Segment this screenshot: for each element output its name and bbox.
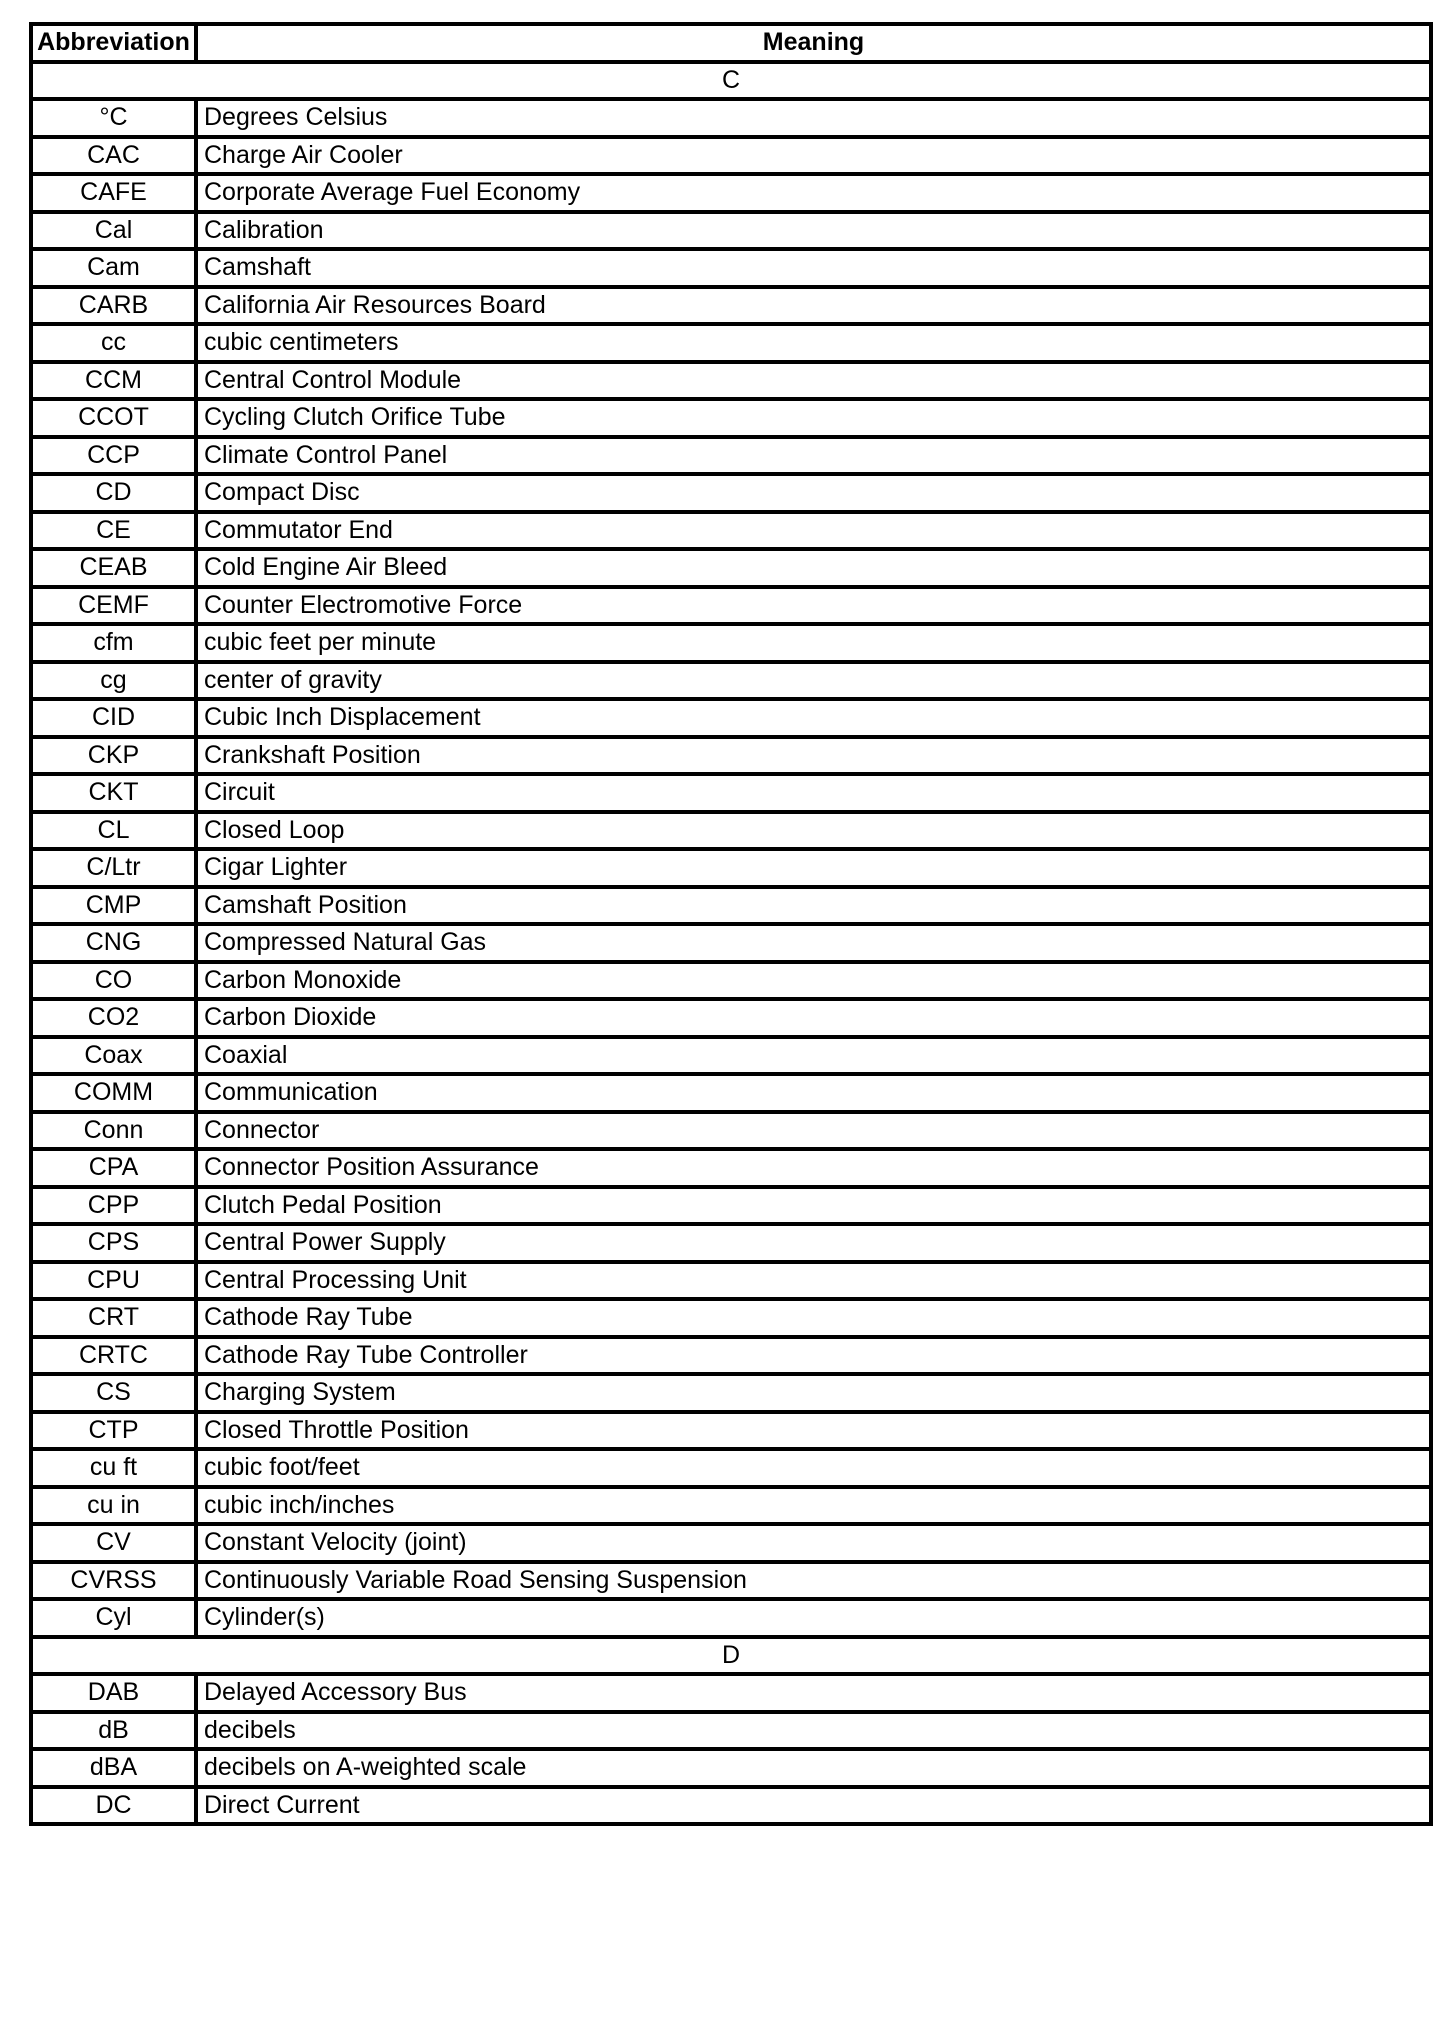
meaning-cell: Charging System xyxy=(196,1374,1431,1412)
meaning-cell: Central Control Module xyxy=(196,362,1431,400)
meaning-cell: Compressed Natural Gas xyxy=(196,924,1431,962)
abbreviation-cell: CARB xyxy=(31,287,196,325)
table-row xyxy=(31,512,1431,550)
header-abbreviation: Abbreviation xyxy=(31,24,196,62)
table-row xyxy=(31,737,1431,775)
meaning-cell: Cubic Inch Displacement xyxy=(196,699,1431,737)
abbreviation-cell: CPA xyxy=(31,1149,196,1187)
abbreviation-cell: COMM xyxy=(31,1074,196,1112)
meaning-cell: Coaxial xyxy=(196,1037,1431,1075)
meaning-cell: California Air Resources Board xyxy=(196,287,1431,325)
abbreviations-table xyxy=(29,22,1433,1826)
abbreviation-cell: CRTC xyxy=(31,1337,196,1375)
abbreviation-cell: CV xyxy=(31,1524,196,1562)
abbreviation-cell: DAB xyxy=(31,1674,196,1712)
abbreviation-cell: cg xyxy=(31,662,196,700)
abbreviation-cell: dBA xyxy=(31,1749,196,1787)
table-row xyxy=(31,99,1431,137)
abbreviation-cell: cu in xyxy=(31,1487,196,1525)
meaning-cell: Delayed Accessory Bus xyxy=(196,1674,1431,1712)
table-row xyxy=(31,1299,1431,1337)
meaning-cell: Calibration xyxy=(196,212,1431,250)
meaning-cell: Continuously Variable Road Sensing Suspension xyxy=(196,1562,1431,1600)
meaning-cell: Circuit xyxy=(196,774,1431,812)
meaning-cell: Cold Engine Air Bleed xyxy=(196,549,1431,587)
meaning-cell: Connector Position Assurance xyxy=(196,1149,1431,1187)
table-row xyxy=(31,249,1431,287)
section-row-d xyxy=(31,1637,1431,1675)
meaning-cell: Connector xyxy=(196,1112,1431,1150)
table-row xyxy=(31,999,1431,1037)
table-row xyxy=(31,962,1431,1000)
table-row xyxy=(31,812,1431,850)
table-row xyxy=(31,1599,1431,1637)
abbreviation-cell: CE xyxy=(31,512,196,550)
table-row xyxy=(31,699,1431,737)
abbreviation-cell: Cyl xyxy=(31,1599,196,1637)
abbreviation-cell: CID xyxy=(31,699,196,737)
abbreviation-cell: Cam xyxy=(31,249,196,287)
meaning-cell: Cycling Clutch Orifice Tube xyxy=(196,399,1431,437)
meaning-cell: cubic feet per minute xyxy=(196,624,1431,662)
table-row xyxy=(31,1187,1431,1225)
meaning-cell: Cathode Ray Tube Controller xyxy=(196,1337,1431,1375)
table-row xyxy=(31,1262,1431,1300)
table-row xyxy=(31,774,1431,812)
meaning-cell: Climate Control Panel xyxy=(196,437,1431,475)
meaning-cell: Cathode Ray Tube xyxy=(196,1299,1431,1337)
table-row xyxy=(31,324,1431,362)
meaning-cell: Degrees Celsius xyxy=(196,99,1431,137)
table-row xyxy=(31,137,1431,175)
meaning-cell: Closed Loop xyxy=(196,812,1431,850)
meaning-cell: Cigar Lighter xyxy=(196,849,1431,887)
table-row xyxy=(31,662,1431,700)
table-row xyxy=(31,399,1431,437)
meaning-cell: Central Power Supply xyxy=(196,1224,1431,1262)
meaning-cell: Commutator End xyxy=(196,512,1431,550)
abbreviation-cell: cfm xyxy=(31,624,196,662)
abbreviation-cell: °C xyxy=(31,99,196,137)
section-letter: D xyxy=(31,1637,1431,1675)
meaning-cell: Carbon Monoxide xyxy=(196,962,1431,1000)
table-row xyxy=(31,1787,1431,1825)
abbreviation-cell: CPP xyxy=(31,1187,196,1225)
abbreviation-cell: CNG xyxy=(31,924,196,962)
abbreviation-cell: cu ft xyxy=(31,1449,196,1487)
abbreviation-cell: CTP xyxy=(31,1412,196,1450)
table-row xyxy=(31,924,1431,962)
abbreviation-cell: CEAB xyxy=(31,549,196,587)
abbreviation-cell: CO xyxy=(31,962,196,1000)
table-row xyxy=(31,1562,1431,1600)
abbreviation-cell: C/Ltr xyxy=(31,849,196,887)
table-row xyxy=(31,174,1431,212)
abbreviation-cell: CKP xyxy=(31,737,196,775)
table-row xyxy=(31,1449,1431,1487)
meaning-cell: Constant Velocity (joint) xyxy=(196,1524,1431,1562)
abbreviation-cell: Conn xyxy=(31,1112,196,1150)
table-row xyxy=(31,362,1431,400)
meaning-cell: Crankshaft Position xyxy=(196,737,1431,775)
table-row xyxy=(31,1524,1431,1562)
meaning-cell: decibels on A-weighted scale xyxy=(196,1749,1431,1787)
table-row xyxy=(31,1374,1431,1412)
table-row xyxy=(31,212,1431,250)
abbreviation-cell: Coax xyxy=(31,1037,196,1075)
abbreviation-cell: CL xyxy=(31,812,196,850)
abbreviation-cell: CCM xyxy=(31,362,196,400)
meaning-cell: center of gravity xyxy=(196,662,1431,700)
abbreviation-cell: dB xyxy=(31,1712,196,1750)
table-row xyxy=(31,1074,1431,1112)
table-row xyxy=(31,1674,1431,1712)
table-row xyxy=(31,1149,1431,1187)
meaning-cell: Central Processing Unit xyxy=(196,1262,1431,1300)
meaning-cell: Compact Disc xyxy=(196,474,1431,512)
meaning-cell: Cylinder(s) xyxy=(196,1599,1431,1637)
meaning-cell: Charge Air Cooler xyxy=(196,137,1431,175)
abbreviation-cell: CD xyxy=(31,474,196,512)
table-row xyxy=(31,624,1431,662)
abbreviation-cell: CKT xyxy=(31,774,196,812)
table-row xyxy=(31,1712,1431,1750)
abbreviation-cell: CAC xyxy=(31,137,196,175)
abbreviation-cell: cc xyxy=(31,324,196,362)
table-row xyxy=(31,437,1431,475)
abbreviation-cell: CAFE xyxy=(31,174,196,212)
section-letter: C xyxy=(31,62,1431,100)
header-meaning: Meaning xyxy=(196,24,1431,62)
abbreviation-cell: CCOT xyxy=(31,399,196,437)
meaning-cell: Closed Throttle Position xyxy=(196,1412,1431,1450)
table-row xyxy=(31,1112,1431,1150)
abbreviation-cell: CCP xyxy=(31,437,196,475)
table-row xyxy=(31,474,1431,512)
meaning-cell: Communication xyxy=(196,1074,1431,1112)
abbreviation-cell: CS xyxy=(31,1374,196,1412)
abbreviation-cell: Cal xyxy=(31,212,196,250)
meaning-cell: Direct Current xyxy=(196,1787,1431,1825)
meaning-cell: Clutch Pedal Position xyxy=(196,1187,1431,1225)
meaning-cell: Carbon Dioxide xyxy=(196,999,1431,1037)
meaning-cell: Camshaft xyxy=(196,249,1431,287)
table-row xyxy=(31,587,1431,625)
abbreviation-cell: CPS xyxy=(31,1224,196,1262)
abbreviation-cell: CPU xyxy=(31,1262,196,1300)
table-row xyxy=(31,1337,1431,1375)
meaning-cell: cubic foot/feet xyxy=(196,1449,1431,1487)
meaning-cell: cubic inch/inches xyxy=(196,1487,1431,1525)
section-row-c xyxy=(31,62,1431,100)
meaning-cell: decibels xyxy=(196,1712,1431,1750)
table-row xyxy=(31,1749,1431,1787)
table-row xyxy=(31,549,1431,587)
abbreviation-cell: CMP xyxy=(31,887,196,925)
table-row xyxy=(31,287,1431,325)
meaning-cell: cubic centimeters xyxy=(196,324,1431,362)
table-row xyxy=(31,1412,1431,1450)
abbreviation-cell: CRT xyxy=(31,1299,196,1337)
table-row xyxy=(31,1037,1431,1075)
table-row xyxy=(31,1224,1431,1262)
abbreviation-cell: CO2 xyxy=(31,999,196,1037)
abbreviation-cell: CEMF xyxy=(31,587,196,625)
abbreviation-cell: CVRSS xyxy=(31,1562,196,1600)
header-row xyxy=(31,24,1431,62)
abbreviation-cell: DC xyxy=(31,1787,196,1825)
table-row xyxy=(31,1487,1431,1525)
table-row xyxy=(31,887,1431,925)
meaning-cell: Camshaft Position xyxy=(196,887,1431,925)
table-body xyxy=(31,62,1431,1825)
meaning-cell: Counter Electromotive Force xyxy=(196,587,1431,625)
table-row xyxy=(31,849,1431,887)
meaning-cell: Corporate Average Fuel Economy xyxy=(196,174,1431,212)
